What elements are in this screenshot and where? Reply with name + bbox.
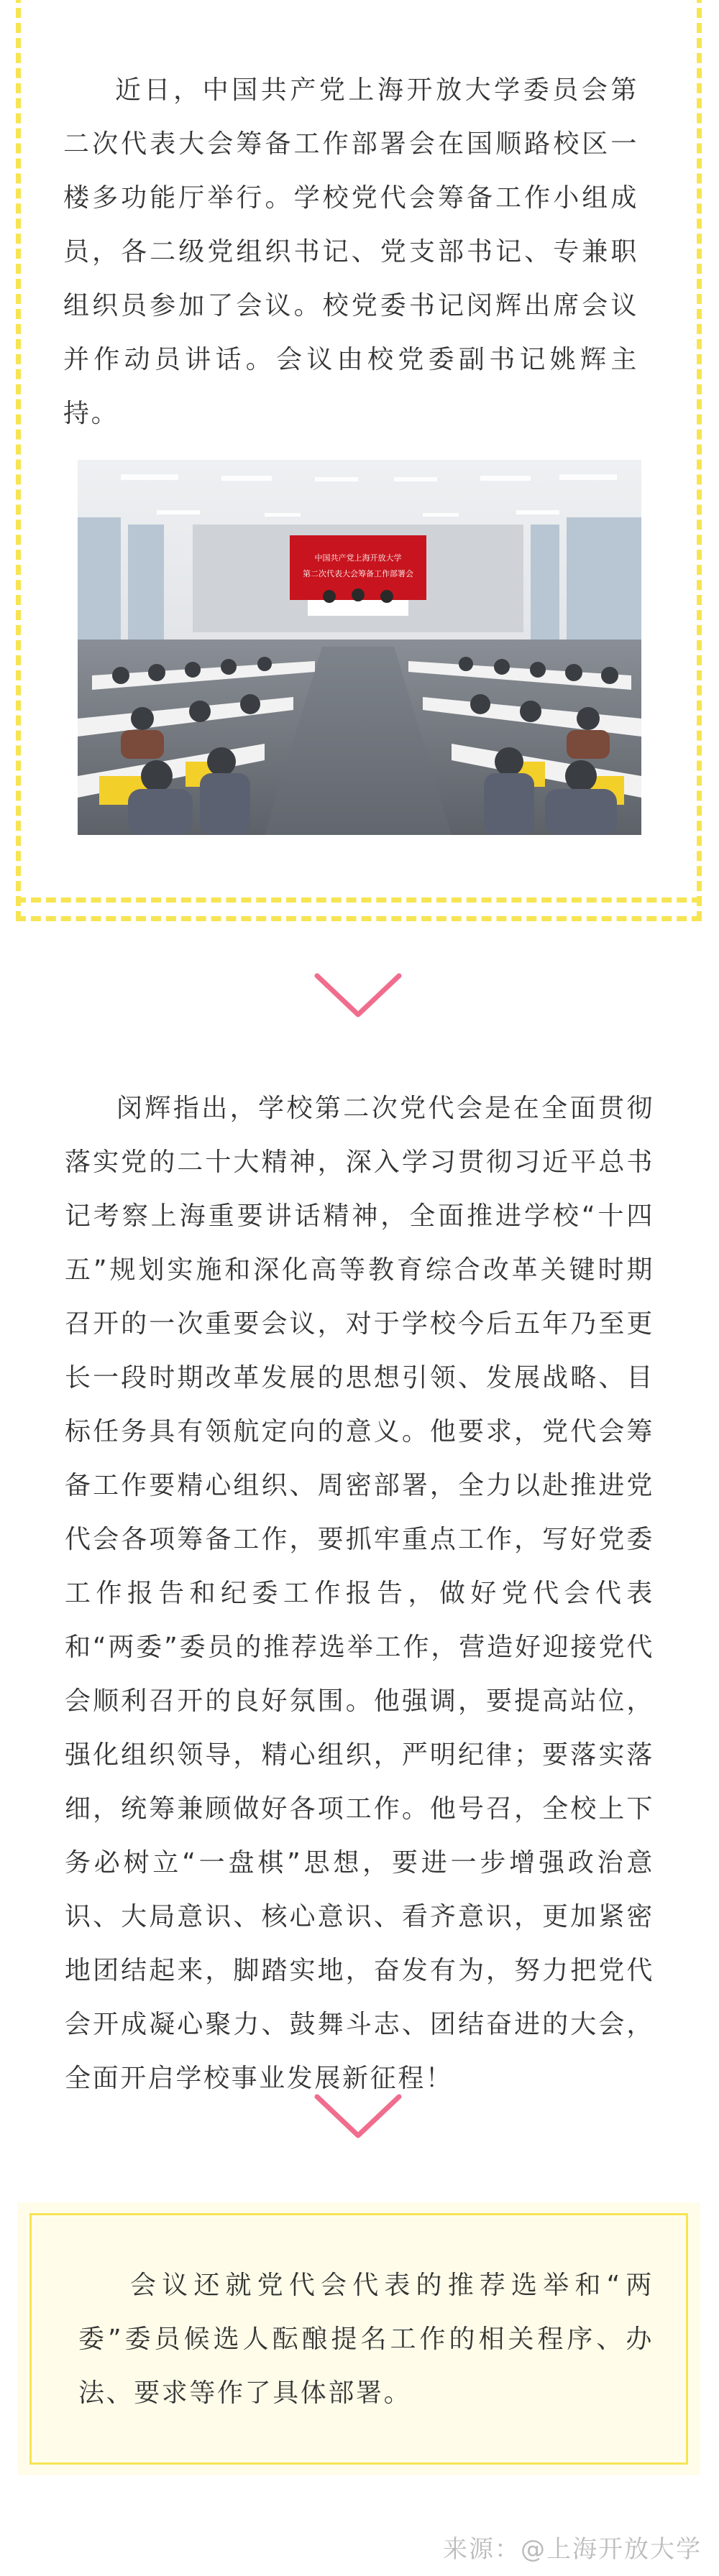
frame-left-dash	[16, 0, 21, 921]
meeting-photo	[78, 460, 641, 835]
intro-section	[63, 63, 638, 440]
banner-line-2: 第二次代表大会筹备工作部署会	[303, 570, 413, 578]
frame-bottom-dash	[16, 916, 702, 921]
deployment-text-wrap	[78, 2258, 654, 2420]
chevron-down-icon	[311, 2091, 405, 2145]
chevron-down-icon	[311, 970, 405, 1024]
deployment-paragraph: 会议还就党代会代表的推荐选举和“两委”委员候选人酝酿提名工作的相关程序、办法、要求等作了具体部署。	[78, 2271, 654, 2408]
frame-right-dash	[697, 0, 702, 921]
intro-paragraph: 近日，中国共产党上海开放大学委员会第二次代表大会筹备工作部署会在国顺路校区一楼多功能厅举行。学校党代会筹备工作小组成员，各二级党组织书记、党支部书记、专兼职组织员参加了会议。校党委书记闵辉出席会议并作动员讲话。会议由校党委副书记姚辉主持。	[63, 75, 638, 428]
speech-section	[65, 1081, 654, 2105]
speech-paragraph: 闵辉指出，学校第二次党代会是在全面贯彻落实党的二十大精神，深入学习贯彻习近平总书记考察上海重要讲话精神，全面推进学校“十四五”规划实施和深化高等教育综合改革关键时期召开的一次重要会议，对于学校今后五年乃至更长一段时期改革发展的思想引领、发展战略、目标任务具有领航定向的意义。他要求，党代会筹备工作要精心组织、周密部署，全力以赴推进党代会各项筹备工作，要抓牢重点工作，写好党委工作报告和纪委工作报告，做好党代会代表和“两委”委员的推荐选举工作，营造好迎接党代会顺利召开的良好氛围。他强调，要提高站位，强化组织领导，精心组织，严明纪律；要落实落细，统筹兼顾做好各项工作。他号召，全校上下务必树立“一盘棋”思想，要进一步增强政治意识、大局意识、核心意识、看齐意识，更加紧密地团结起来，脚踏实地，奋发有为，努力把党代会开成凝心聚力、鼓舞斗志、团结奋进的大会，全面开启学校事业发展新征程！	[65, 1094, 654, 2093]
deployment-box	[17, 2202, 700, 2475]
frame-bottom-dash-inner	[16, 897, 702, 902]
source-credit: 来源：@上海开放大学	[443, 2535, 702, 2564]
banner-line-1: 中国共产党上海开放大学	[314, 554, 402, 563]
